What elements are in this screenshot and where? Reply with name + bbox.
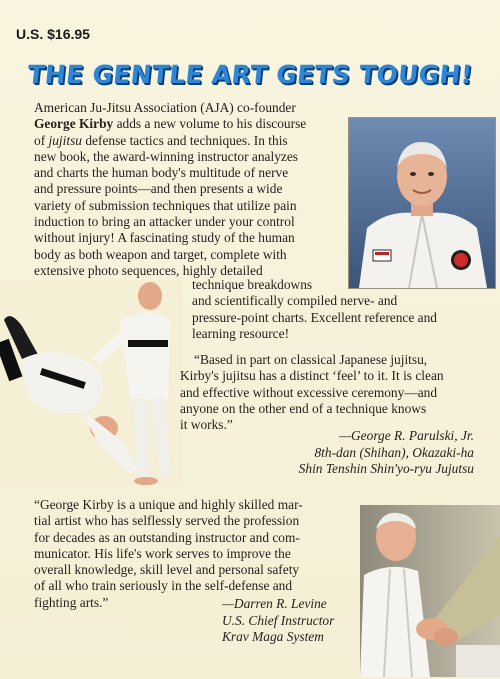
description-line: without injury! A fascinating study of the human: [34, 230, 295, 246]
wristlock-technique-photo: [360, 505, 500, 677]
description-line: extensive photo sequences, highly detailed: [34, 262, 263, 278]
author-portrait-photo: [348, 117, 496, 289]
description-line: learning resource!: [192, 325, 290, 341]
quote-line: of all who train seriously in the self-defense and: [34, 578, 293, 594]
description-line-bold: George Kirby adds a new volume to his discourse: [34, 116, 307, 132]
quote-line: it works.”: [180, 417, 233, 433]
description-line: body as both weapon and target, complete with: [34, 246, 287, 262]
testimonial-quote-1: [180, 352, 492, 433]
description-line: and charts the human body's multitude of nerve: [34, 165, 289, 181]
description-line: variety of submission techniques that utilize pain: [34, 197, 297, 213]
attribution-organization: Krav Maga System: [222, 629, 324, 645]
author-name: George Kirby: [34, 116, 114, 132]
testimonial-attribution-2: [222, 596, 334, 646]
description-line: induction to bring an attacker under your control: [34, 214, 295, 230]
quote-line: anyone on the other end of a technique knows: [180, 400, 427, 416]
description-line: pressure-point charts. Excellent reference and: [192, 309, 438, 325]
attribution-name: —George R. Parulski, Jr.: [339, 428, 474, 443]
attribution-name: —Darren R. Levine: [222, 596, 327, 611]
description-line-italic: of jujitsu defense tactics and techniques. In this: [34, 132, 288, 148]
description-continuation: [192, 277, 492, 342]
testimonial-attribution-1: [299, 428, 474, 478]
quote-line: “George Kirby is a unique and highly skilled mar-: [34, 497, 303, 512]
attribution-title: U.S. Chief Instructor: [222, 612, 335, 628]
quote-line: tial artist who has selflessly served the profession: [34, 513, 300, 529]
quote-line: “Based in part on classical Japanese jujitsu,: [194, 352, 428, 367]
quote-line: fighting arts.”: [34, 594, 109, 610]
description-line: and pressure points—and then presents a wide: [34, 181, 283, 197]
quote-line: and effective without excessive ceremony—and: [180, 384, 438, 400]
quote-line: Kirby's jujitsu has a distinct ‘feel’ to it. It is clean: [180, 368, 444, 384]
throw-technique-photo: [0, 280, 182, 485]
attribution-title: 8th-dan (Shihan), Okazaki-ha: [314, 444, 474, 460]
quote-line: for decades as an outstanding instructor and com-: [34, 529, 300, 545]
description-paragraph: [34, 100, 346, 279]
attribution-school: Shin Tenshin Shin'yo-ryu Jujutsu: [298, 461, 474, 477]
quote-line: municator. His life's work serves to improve the: [34, 545, 291, 561]
quote-line: overall knowledge, skill level and personal safety: [34, 562, 300, 578]
description-line: American Ju-Jitsu Association (AJA) co-founder: [34, 100, 296, 115]
description-line: technique breakdowns: [192, 277, 313, 292]
price-label: U.S. $16.95: [16, 26, 90, 42]
headline: THE GENTLE ART GETS TOUGH!: [26, 60, 474, 89]
testimonial-quote-2: [34, 497, 359, 611]
jujitsu-term: jujitsu: [48, 132, 82, 148]
description-line: and scientifically compiled nerve- and: [192, 293, 398, 309]
description-line: new book, the award-winning instructor analyzes: [34, 148, 299, 164]
